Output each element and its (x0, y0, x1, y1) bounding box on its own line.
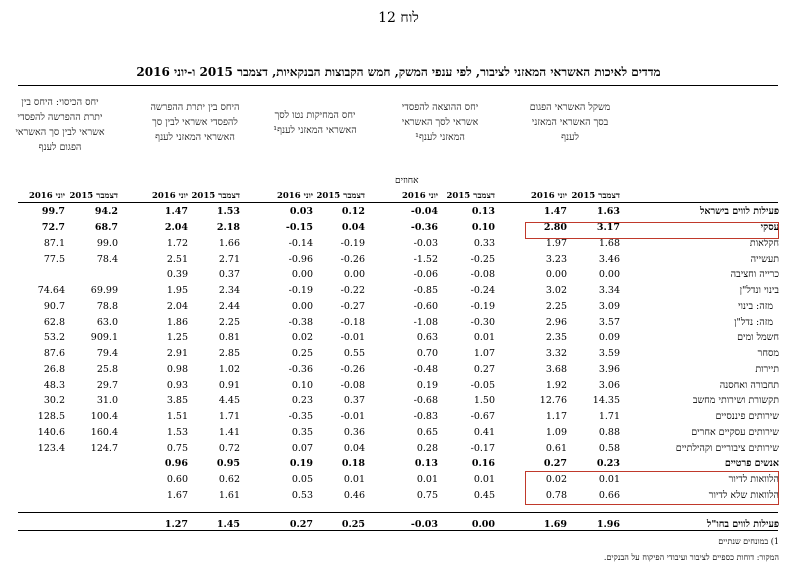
table-cell: 0.02 (545, 474, 567, 485)
table-cell: 2.04 (164, 222, 188, 233)
table-cell: 53.2 (43, 332, 65, 343)
table-cell: -1.52 (413, 254, 438, 265)
table-cell: 0.04 (341, 222, 365, 233)
table-cell: 2.25 (545, 301, 567, 312)
period-jun-2016: יוני 2016 (276, 191, 313, 201)
row-label: בינוי ונדל"ן (739, 285, 779, 296)
table-cell: 3.34 (598, 285, 620, 296)
table-cell: 1.67 (166, 490, 188, 501)
column-header-line: בסך האשראי המאזני (531, 117, 609, 128)
table-cell: 1.63 (596, 206, 620, 217)
column-header-line: אשראי לסך האשראי (401, 117, 479, 128)
period-dec-2015: דצמבר 2015 (69, 191, 118, 201)
table-cell: 0.98 (166, 364, 188, 375)
table-cell: 2.51 (166, 254, 188, 265)
table-cell: -0.05 (470, 380, 495, 391)
row-label: מזה: בינוי (737, 301, 773, 312)
period-jun-2016: יוני 2016 (401, 191, 438, 201)
table-cell: 909.1 (90, 332, 118, 343)
table-cell: 1.50 (473, 395, 495, 406)
table-cell: -0.27 (340, 301, 365, 312)
table-cell: 1.97 (545, 238, 567, 249)
table-cell: -0.03 (410, 519, 438, 530)
table-cell: 0.09 (598, 332, 620, 343)
table-cell: 48.3 (43, 380, 65, 391)
table-cell: 1.41 (218, 427, 240, 438)
table-cell: 128.5 (37, 411, 65, 422)
table-cell: 2.18 (216, 222, 240, 233)
table-cell: 0.27 (473, 364, 495, 375)
column-header-line: יתרת ההפרשה להפסדי (17, 112, 103, 123)
table-cell: 12.76 (539, 395, 567, 406)
table-cell: 0.39 (166, 269, 188, 280)
table-cell: 3.09 (598, 301, 620, 312)
table-cell: 3.59 (598, 348, 620, 359)
table-cell: 0.70 (416, 348, 438, 359)
table-cell: 0.37 (218, 269, 240, 280)
table-cell: 0.00 (471, 519, 495, 530)
table-cell: 0.01 (598, 474, 620, 485)
table-cell: 25.8 (96, 364, 118, 375)
column-header-line: האשראי המאזני לענף (155, 132, 235, 143)
table-cell: 1.51 (166, 411, 188, 422)
table-cell: 0.55 (343, 348, 365, 359)
table-cell: 0.10 (291, 380, 313, 391)
row-label: תחבורה ואחסנה (719, 380, 779, 391)
row-label: חשמל ומים (737, 332, 779, 343)
table-cell: 0.93 (166, 380, 188, 391)
table-cell: 68.7 (94, 222, 118, 233)
table-cell: 3.17 (596, 222, 620, 233)
footnote: 1) במונחים שנתיים (718, 537, 779, 546)
table-cell: 2.04 (166, 301, 188, 312)
table-cell: 77.5 (43, 254, 65, 265)
table-cell: -0.04 (410, 206, 438, 217)
table-cell: 0.75 (166, 443, 188, 454)
table-cell: 0.01 (416, 474, 438, 485)
period-dec-2015: דצמבר 2015 (571, 191, 620, 201)
table-cell: 0.19 (289, 458, 313, 469)
table-cell: 2.80 (543, 222, 567, 233)
table-cell: 0.02 (291, 332, 313, 343)
column-header-line: יחס הכיסוי: היחס בין (21, 97, 99, 108)
source-note: המקור: דוחות כספיים לציבור ועיבודי הפיקוח על הבנקים. (603, 553, 779, 562)
table-cell: 0.12 (341, 206, 365, 217)
table-cell: 0.25 (341, 519, 365, 530)
table-cell: -0.30 (470, 317, 495, 328)
table-title: לוח 12 (378, 10, 419, 26)
table-cell: 0.01 (473, 474, 495, 485)
table-cell: 0.37 (343, 395, 365, 406)
table-cell: 0.72 (218, 443, 240, 454)
period-jun-2016: יוני 2016 (151, 191, 188, 201)
row-label: פעילות לווים בחו"ל (706, 519, 779, 530)
bottom-rule (18, 530, 778, 531)
table-cell: 29.7 (96, 380, 118, 391)
table-cell: -0.83 (413, 411, 438, 422)
table-cell: 0.07 (291, 443, 313, 454)
table-cell: 30.2 (43, 395, 65, 406)
table-cell: 78.4 (96, 254, 118, 265)
row-label: תיירות (755, 364, 779, 375)
table-cell: -0.18 (340, 317, 365, 328)
table-cell: 0.65 (416, 427, 438, 438)
table-cell: 0.13 (471, 206, 495, 217)
table-cell: 3.85 (166, 395, 188, 406)
table-cell: 94.2 (94, 206, 118, 217)
table-cell: 0.66 (598, 490, 620, 501)
period-dec-2015: דצמבר 2015 (446, 191, 495, 201)
table-cell: 1.17 (545, 411, 567, 422)
table-cell: -0.24 (470, 285, 495, 296)
column-header-line: אשראי לבין סך האשראי (15, 127, 105, 138)
table-cell: 26.8 (43, 364, 65, 375)
table-cell: -0.48 (413, 364, 438, 375)
table-cell: 79.4 (96, 348, 118, 359)
table-cell: 1.92 (545, 380, 567, 391)
highlight-box-business (525, 222, 779, 239)
table-cell: 0.45 (473, 490, 495, 501)
table-cell: 0.35 (291, 427, 313, 438)
table-cell: -0.96 (288, 254, 313, 265)
column-header-4 (130, 100, 260, 145)
table-cell: 0.58 (598, 443, 620, 454)
header-rule (18, 202, 778, 203)
table-cell: 78.8 (96, 301, 118, 312)
column-header-2 (375, 100, 505, 145)
table-cell: 2.85 (218, 348, 240, 359)
table-cell: 1.95 (166, 285, 188, 296)
table-cell: 2.71 (218, 254, 240, 265)
table-cell: 0.05 (291, 474, 313, 485)
table-cell: 0.25 (291, 348, 313, 359)
table-cell: 2.35 (545, 332, 567, 343)
row-label: אנשים פרטיים (724, 458, 779, 469)
table-cell: 69.99 (90, 285, 118, 296)
column-header-line: משקל האשראי הפגום (529, 102, 611, 113)
row-label: מסחר (757, 348, 779, 359)
column-header-line: לענף (561, 132, 579, 143)
table-cell: 100.4 (90, 411, 118, 422)
table-cell: 2.96 (545, 317, 567, 328)
table-cell: 0.88 (598, 427, 620, 438)
table-cell: -0.68 (413, 395, 438, 406)
row-label: הלוואות שלא לדיור (708, 490, 779, 501)
table-cell: 0.91 (218, 380, 240, 391)
top-rule (18, 85, 778, 86)
table-cell: 1.71 (598, 411, 620, 422)
table-cell: -0.60 (413, 301, 438, 312)
row-label: שירותים ציבוריים וקהילתיים (675, 443, 779, 454)
table-cell: 1.02 (218, 364, 240, 375)
table-cell: 4.45 (218, 395, 240, 406)
table-cell: -0.19 (288, 285, 313, 296)
column-header-line: האשראי המאזני לענף¹ (273, 125, 357, 136)
table-cell: -0.15 (285, 222, 313, 233)
period-dec-2015: דצמבר 2015 (191, 191, 240, 201)
table-cell: 1.47 (164, 206, 188, 217)
table-cell: 72.7 (41, 222, 65, 233)
table-cell: 63.0 (96, 317, 118, 328)
table-cell: 0.00 (598, 269, 620, 280)
column-header-5 (0, 95, 125, 155)
column-header-line: המאזני לענף¹ (415, 132, 465, 143)
table-cell: 0.27 (543, 458, 567, 469)
table-cell: 1.27 (164, 519, 188, 530)
table-cell: 0.03 (289, 206, 313, 217)
table-cell: 2.91 (166, 348, 188, 359)
table-cell: 62.8 (43, 317, 65, 328)
table-cell: 87.1 (43, 238, 65, 249)
table-cell: 140.6 (37, 427, 65, 438)
total-rule (18, 512, 778, 513)
table-cell: 1.72 (166, 238, 188, 249)
table-cell: -0.26 (340, 254, 365, 265)
table-cell: 1.66 (218, 238, 240, 249)
table-cell: 87.6 (43, 348, 65, 359)
table-cell: 0.00 (291, 301, 313, 312)
table-cell: -0.19 (470, 301, 495, 312)
period-dec-2015: דצמבר 2015 (316, 191, 365, 201)
table-cell: 3.96 (598, 364, 620, 375)
table-cell: 74.64 (37, 285, 65, 296)
row-label: שירותים עסקיים אחרים (691, 427, 779, 438)
table-cell: 3.46 (598, 254, 620, 265)
table-cell: -0.38 (288, 317, 313, 328)
table-cell: 1.53 (216, 206, 240, 217)
row-label: מזה: נדל"ן (734, 317, 773, 328)
units-label: אחוזים (395, 176, 419, 186)
table-cell: 0.00 (545, 269, 567, 280)
table-cell: -0.85 (413, 285, 438, 296)
table-cell: -0.01 (340, 411, 365, 422)
table-cell: 1.07 (473, 348, 495, 359)
table-cell: 3.06 (598, 380, 620, 391)
column-header-line: הפגום לענף (38, 142, 82, 153)
table-cell: -0.35 (288, 411, 313, 422)
table-cell: 1.61 (218, 490, 240, 501)
table-cell: -0.67 (470, 411, 495, 422)
row-label: תעשייה (750, 254, 779, 265)
table-cell: -0.08 (470, 269, 495, 280)
table-subtitle: מדדים לאיכות האשראי המאזני לציבור, לפי ענפי המשק, חמש הקבוצות הבנקאיות, דצמבר 2015 ו-יוני 2016 (136, 65, 661, 79)
table-cell: 0.23 (291, 395, 313, 406)
table-cell: 1.53 (166, 427, 188, 438)
row-label: חקלאות (749, 238, 779, 249)
table-cell: 99.7 (41, 206, 65, 217)
table-cell: -0.01 (340, 332, 365, 343)
table-cell: 3.23 (545, 254, 567, 265)
table-cell: 3.68 (545, 364, 567, 375)
table-cell: 0.63 (416, 332, 438, 343)
table-cell: 0.28 (416, 443, 438, 454)
table-cell: 0.81 (218, 332, 240, 343)
table-cell: 0.19 (416, 380, 438, 391)
table-cell: 0.36 (343, 427, 365, 438)
table-cell: 1.68 (598, 238, 620, 249)
column-header-line: יחס ההוצאה להפסדי (401, 102, 479, 113)
table-cell: 1.09 (545, 427, 567, 438)
column-header-line: יחס המחיקות נטו לסך (274, 110, 356, 121)
table-cell: 0.18 (341, 458, 365, 469)
period-jun-2016: יוני 2016 (530, 191, 567, 201)
table-cell: 0.00 (343, 269, 365, 280)
table-cell: 0.16 (471, 458, 495, 469)
table-cell: -0.08 (340, 380, 365, 391)
table-cell: 0.78 (545, 490, 567, 501)
table-cell: 0.00 (291, 269, 313, 280)
table-cell: -0.26 (340, 364, 365, 375)
table-cell: 3.32 (545, 348, 567, 359)
row-label: פעילות לווים בישראל (699, 206, 779, 217)
table-cell: 90.7 (43, 301, 65, 312)
table-cell: 3.57 (598, 317, 620, 328)
table-cell: 0.96 (164, 458, 188, 469)
table-cell: 0.33 (473, 238, 495, 249)
column-header-line: להפסדי אשראי לבין סך (152, 117, 238, 128)
table-cell: 1.25 (166, 332, 188, 343)
table-cell: 0.62 (218, 474, 240, 485)
table-cell: 0.10 (471, 222, 495, 233)
table-cell: -0.19 (340, 238, 365, 249)
table-cell: -0.14 (288, 238, 313, 249)
table-cell: 0.13 (414, 458, 438, 469)
table-cell: -0.06 (413, 269, 438, 280)
table-cell: -0.22 (340, 285, 365, 296)
table-cell: 2.44 (218, 301, 240, 312)
table-cell: 1.96 (596, 519, 620, 530)
column-header-3 (250, 108, 380, 138)
table-cell: 0.01 (343, 474, 365, 485)
table-cell: -0.03 (413, 238, 438, 249)
table-cell: -0.25 (470, 254, 495, 265)
table-cell: 0.04 (343, 443, 365, 454)
table-cell: 99.0 (96, 238, 118, 249)
table-cell: 0.01 (473, 332, 495, 343)
table-cell: 0.95 (216, 458, 240, 469)
table-cell: 160.4 (90, 427, 118, 438)
highlight-box-mortgages (525, 471, 779, 505)
table-cell: 0.27 (289, 519, 313, 530)
table-cell: 3.02 (545, 285, 567, 296)
table-cell: 1.71 (218, 411, 240, 422)
column-header-line: היחס בין יתרת ההפרשה (150, 102, 240, 113)
table-cell: 2.25 (218, 317, 240, 328)
column-header-1 (505, 100, 635, 145)
table-cell: 0.41 (473, 427, 495, 438)
row-label: תקשורת ושירותי מחשב (692, 395, 779, 406)
row-label: שירותים פיננסיים (715, 411, 779, 422)
table-cell: -1.08 (413, 317, 438, 328)
table-cell: -0.36 (288, 364, 313, 375)
row-label: כרייה וחציבה (730, 269, 779, 280)
table-cell: 0.61 (545, 443, 567, 454)
row-label: הלוואות לדיור (728, 474, 779, 485)
table-cell: -0.36 (410, 222, 438, 233)
table-cell: 123.4 (37, 443, 65, 454)
table-cell: 1.45 (216, 519, 240, 530)
table-cell: 1.86 (166, 317, 188, 328)
row-label: עסקי (760, 222, 779, 233)
table-cell: 1.69 (543, 519, 567, 530)
table-cell: -0.17 (470, 443, 495, 454)
table-cell: 14.35 (592, 395, 620, 406)
period-jun-2016: יוני 2016 (28, 191, 65, 201)
table-cell: 0.23 (596, 458, 620, 469)
table-cell: 2.34 (218, 285, 240, 296)
table-cell: 31.0 (96, 395, 118, 406)
table-cell: 0.46 (343, 490, 365, 501)
table-cell: 0.60 (166, 474, 188, 485)
table-cell: 124.7 (90, 443, 118, 454)
table-cell: 0.53 (291, 490, 313, 501)
table-cell: 0.75 (416, 490, 438, 501)
table-cell: 1.47 (543, 206, 567, 217)
